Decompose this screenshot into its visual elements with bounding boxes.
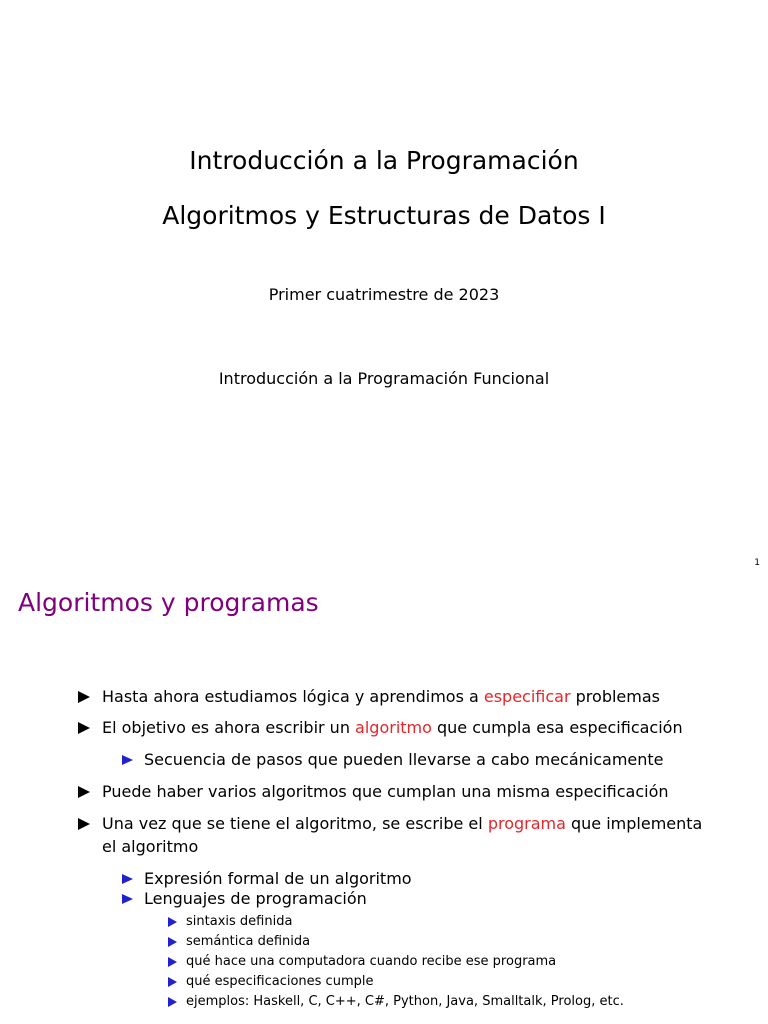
title-line-2: Algoritmos y Estructuras de Datos I [162, 201, 606, 230]
page-number: 1 [754, 558, 760, 568]
bullet-text: Una vez que se tiene el algoritmo, se escribe el [102, 814, 488, 833]
bullet-item [102, 717, 683, 739]
sub-sub-bullet-triangle-icon [168, 957, 177, 967]
bullet-text: problemas [570, 687, 660, 706]
bullet-item [102, 781, 669, 803]
bullet-text: Hasta ahora estudiamos lógica y aprendimos a [102, 687, 484, 706]
highlight-especificar: especificar [483, 687, 571, 706]
sub-sub-bullet-text: qué especificaciones cumple [186, 974, 374, 989]
bullet-item [102, 813, 702, 835]
sub-bullet-item [144, 888, 367, 910]
title-line-1: Introducción a la Programación [189, 146, 579, 175]
subtitle-line: Introducción a la Programación Funcional [218, 369, 550, 388]
bullet-text: Puede haber varios algoritmos que cumplan una misma especificación [102, 782, 669, 801]
sub-bullet-triangle-icon [122, 755, 133, 765]
sub-sub-bullet-triangle-icon [168, 997, 177, 1007]
sub-bullet-triangle-icon [122, 894, 133, 904]
sub-sub-bullet-item [186, 933, 310, 951]
sub-bullet-item [144, 749, 664, 771]
bullet-text: que cumpla esa especificación [431, 718, 683, 737]
bullet-text: que implementa [565, 814, 703, 833]
sub-sub-bullet-text: ejemplos: Haskell, C, C++, C#, Python, Java, Smalltalk, Prolog, etc. [186, 994, 624, 1009]
bullet-continuation: el algoritmo [102, 837, 199, 856]
sub-sub-bullet-item [186, 953, 556, 971]
bullet-triangle-icon [78, 722, 90, 734]
bullet-item [102, 686, 660, 708]
sub-sub-bullet-item [186, 993, 624, 1011]
sub-sub-bullet-text: qué hace una computadora cuando recibe ese programa [186, 954, 557, 969]
highlight-programa: programa [487, 814, 566, 833]
sub-bullet-triangle-icon [122, 874, 133, 884]
bullet-triangle-icon [78, 786, 90, 798]
sub-bullet-text: Expresión formal de un algoritmo [144, 869, 412, 888]
date-line: Primer cuatrimestre de 2023 [268, 285, 500, 304]
bullet-triangle-icon [78, 818, 90, 830]
sub-sub-bullet-text: sintaxis definida [186, 914, 293, 929]
sub-bullet-text: Secuencia de pasos que pueden llevarse a cabo mecánicamente [144, 750, 664, 769]
sub-bullet-item [144, 868, 412, 890]
sub-sub-bullet-triangle-icon [168, 937, 177, 947]
sub-sub-bullet-triangle-icon [168, 917, 177, 927]
highlight-algoritmo: algoritmo [355, 718, 432, 737]
sub-sub-bullet-item [186, 973, 373, 991]
frame-title: Algoritmos y programas [18, 588, 319, 617]
sub-sub-bullet-item [186, 913, 292, 931]
bullet-text: El objetivo es ahora escribir un [102, 718, 356, 737]
sub-sub-bullet-text: semántica definida [186, 934, 311, 949]
sub-sub-bullet-triangle-icon [168, 977, 177, 987]
bullet-triangle-icon [78, 691, 90, 703]
sub-bullet-text: Lenguajes de programación [144, 889, 367, 908]
